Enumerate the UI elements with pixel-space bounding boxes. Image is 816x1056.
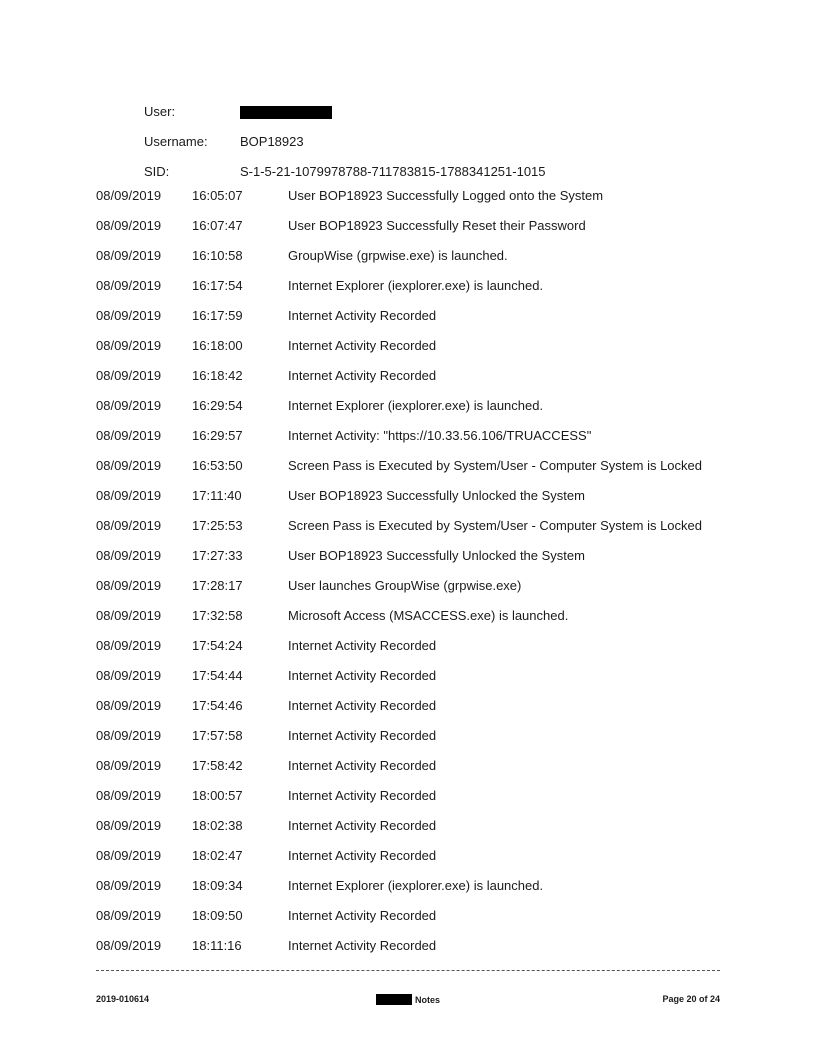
log-event: Internet Activity Recorded [288,697,437,713]
log-date: 08/09/2019 [96,637,162,653]
log-date: 08/09/2019 [96,427,162,443]
log-event: Internet Activity Recorded [288,337,437,353]
log-entry-row [96,660,736,690]
page-number: Page 20 of 24 [662,994,720,1004]
log-entry-row [96,270,736,300]
sid-label: SID: [144,163,170,179]
log-date: 08/09/2019 [96,847,162,863]
log-entry-row [96,480,736,510]
log-entry-row [96,510,736,540]
page-footer [96,994,720,1010]
log-date: 08/09/2019 [96,517,162,533]
log-entry-row [96,570,736,600]
log-time: 16:29:54 [192,397,243,413]
user-value [240,103,704,118]
log-date: 08/09/2019 [96,787,162,803]
log-date: 08/09/2019 [96,577,162,593]
log-time: 16:53:50 [192,457,243,473]
log-time: 16:18:42 [192,367,243,383]
log-entry-row [96,540,736,570]
log-entry-row [96,900,736,930]
log-time: 17:32:58 [192,607,243,623]
log-date: 08/09/2019 [96,697,162,713]
log-time: 16:10:58 [192,247,243,263]
log-date: 08/09/2019 [96,817,162,833]
log-event: User BOP18923 Successfully Logged onto the System [288,187,604,203]
log-event: GroupWise (grpwise.exe) is launched. [288,247,508,263]
log-event: Internet Explorer (iexplorer.exe) is launched. [288,877,544,893]
log-date: 08/09/2019 [96,247,162,263]
user-info-block [144,96,704,186]
log-date: 08/09/2019 [96,187,162,203]
log-entry-row [96,750,736,780]
log-time: 18:02:38 [192,817,243,833]
footer-divider [96,970,720,971]
log-date: 08/09/2019 [96,277,162,293]
log-event: Internet Activity Recorded [288,817,437,833]
log-event: Internet Activity Recorded [288,727,437,743]
log-date: 08/09/2019 [96,217,162,233]
log-date: 08/09/2019 [96,337,162,353]
log-entry-row [96,420,736,450]
log-time: 16:05:07 [192,187,243,203]
log-event: Internet Activity Recorded [288,667,437,683]
user-row [144,96,704,126]
log-entry-row [96,360,736,390]
log-date: 08/09/2019 [96,877,162,893]
log-event: User BOP18923 Successfully Unlocked the System [288,547,585,563]
log-event: Internet Activity Recorded [288,847,437,863]
log-event: Internet Activity Recorded [288,637,437,653]
log-date: 08/09/2019 [96,667,162,683]
log-event: Screen Pass is Executed by System/User - Computer System is Locked [288,457,702,473]
sid-value: S-1-5-21-1079978788-711783815-1788341251-1015 [240,163,546,179]
log-date: 08/09/2019 [96,607,162,623]
log-entry-row [96,780,736,810]
log-event: User BOP18923 Successfully Unlocked the System [288,487,585,503]
log-date: 08/09/2019 [96,307,162,323]
log-date: 08/09/2019 [96,547,162,563]
log-time: 17:58:42 [192,757,243,773]
log-time: 17:25:53 [192,517,243,533]
redacted-footer-name [376,994,412,1005]
log-time: 17:28:17 [192,577,243,593]
username-row [144,126,704,156]
log-date: 08/09/2019 [96,727,162,743]
log-event: Microsoft Access (MSACCESS.exe) is launched. [288,607,569,623]
log-entry-row [96,210,736,240]
log-time: 16:18:00 [192,337,243,353]
username-value: BOP18923 [240,133,304,149]
case-number: 2019-010614 [96,994,150,1004]
log-date: 08/09/2019 [96,367,162,383]
log-entry-row [96,630,736,660]
log-entry-row [96,600,736,630]
log-time: 18:11:16 [192,937,242,953]
log-event: Internet Activity Recorded [288,757,437,773]
log-time: 16:07:47 [192,217,243,233]
notes-label-group [376,994,440,1005]
log-time: 16:17:54 [192,277,243,293]
log-entry-row [96,840,736,870]
log-event: User launches GroupWise (grpwise.exe) [288,577,522,593]
redacted-user-name [240,106,332,119]
log-event: Internet Activity Recorded [288,907,437,923]
user-label: User: [144,103,176,119]
log-event: Internet Activity Recorded [288,937,437,953]
log-time: 18:09:34 [192,877,243,893]
log-entry-row [96,180,736,210]
username-label: Username: [144,133,208,149]
log-time: 18:00:57 [192,787,243,803]
log-time: 17:54:24 [192,637,243,653]
log-entry-row [96,300,736,330]
log-date: 08/09/2019 [96,907,162,923]
log-date: 08/09/2019 [96,937,162,953]
log-entry-row [96,450,736,480]
log-entry-row [96,720,736,750]
log-time: 17:11:40 [192,487,242,503]
log-event: Internet Activity: "https://10.33.56.106/TRUACCESS" [288,427,592,443]
log-entry-row [96,240,736,270]
log-date: 08/09/2019 [96,397,162,413]
log-entry-row [96,930,736,960]
activity-log [96,180,736,960]
log-entry-row [96,870,736,900]
log-time: 18:02:47 [192,847,243,863]
log-time: 16:17:59 [192,307,243,323]
log-date: 08/09/2019 [96,457,162,473]
log-event: Internet Explorer (iexplorer.exe) is launched. [288,397,544,413]
log-time: 17:54:46 [192,697,243,713]
log-entry-row [96,810,736,840]
notes-label: Notes [415,994,441,1005]
log-entry-row [96,390,736,420]
log-date: 08/09/2019 [96,757,162,773]
log-event: Screen Pass is Executed by System/User - Computer System is Locked [288,517,702,533]
log-entry-row [96,690,736,720]
log-event: Internet Explorer (iexplorer.exe) is launched. [288,277,544,293]
log-entry-row [96,330,736,360]
log-event: Internet Activity Recorded [288,367,437,383]
log-time: 17:27:33 [192,547,243,563]
log-event: User BOP18923 Successfully Reset their Password [288,217,586,233]
log-time: 18:09:50 [192,907,243,923]
log-time: 16:29:57 [192,427,243,443]
log-date: 08/09/2019 [96,487,162,503]
log-event: Internet Activity Recorded [288,307,437,323]
log-time: 17:54:44 [192,667,243,683]
log-event: Internet Activity Recorded [288,787,437,803]
log-time: 17:57:58 [192,727,243,743]
